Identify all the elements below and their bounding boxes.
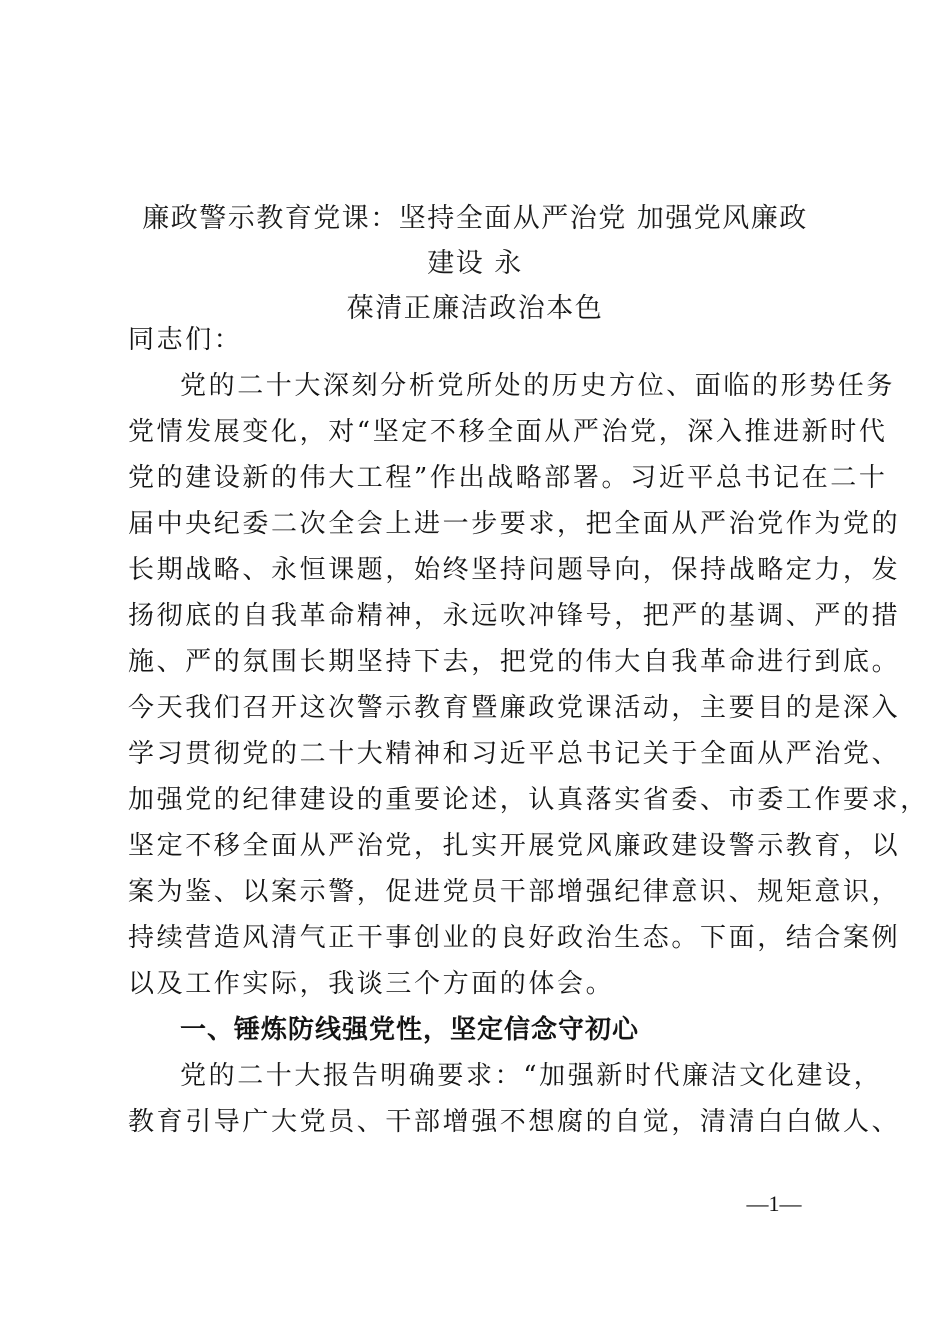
- document-title: [128, 196, 822, 331]
- paragraph-line: 今天我们召开这次警示教育暨廉政党课活动，主要目的是深入: [128, 693, 901, 723]
- paragraph-1: [128, 363, 929, 1007]
- paragraph-line: 以及工作实际，我谈三个方面的体会。: [128, 969, 615, 999]
- paragraph-line: 持续营造风清气正干事创业的良好政治生态。下面，结合案例: [128, 923, 901, 953]
- paragraph-line: 长期战略、永恒课题，始终坚持问题导向，保持战略定力，发: [128, 555, 901, 585]
- paragraph-line: 教育引导广大党员、干部增强不想腐的自觉，清清白白做人、: [128, 1107, 901, 1137]
- paragraph-line: 党的二十大深刻分析党所处的历史方位、面临的形势任务: [180, 371, 896, 401]
- paragraph-line: 党的建设新的伟大工程”作出战略部署。习近平总书记在二十: [128, 463, 888, 493]
- salutation: 同志们：: [128, 325, 243, 355]
- paragraph-2: [128, 1053, 901, 1145]
- paragraph-line: 扬彻底的自我革命精神，永远吹冲锋号，把严的基调、严的措: [128, 601, 901, 631]
- paragraph-line: 加强党的纪律建设的重要论述，认真落实省委、市委工作要求，: [128, 785, 929, 815]
- paragraph-line: 学习贯彻党的二十大精神和习近平总书记关于全面从严治党、: [128, 739, 901, 769]
- paragraph-line: 党的二十大报告明确要求：“加强新时代廉洁文化建设，: [180, 1061, 883, 1091]
- paragraph-line: 案为鉴、以案示警，促进党员干部增强纪律意识、规矩意识，: [128, 877, 901, 907]
- paragraph-line: 坚定不移全面从严治党，扎实开展党风廉政建设警示教育，以: [128, 831, 901, 861]
- title-line-2: 葆清正廉洁政治本色: [346, 293, 604, 324]
- paragraph-line: 届中央纪委二次全会上进一步要求，把全面从严治党作为党的: [128, 509, 901, 539]
- title-line-1: 廉政警示教育党课：坚持全面从严治党 加强党风廉政建设 永: [142, 203, 808, 279]
- paragraph-line: 施、严的氛围长期坚持下去，把党的伟大自我革命进行到底。: [128, 647, 901, 677]
- section-heading: 一、锤炼防线强党性，坚定信念守初心: [180, 1015, 640, 1045]
- page-number: —1—: [746, 1191, 802, 1216]
- paragraph-line: 党情发展变化，对“坚定不移全面从严治党，深入推进新时代: [128, 417, 888, 447]
- document-body: [128, 317, 929, 1145]
